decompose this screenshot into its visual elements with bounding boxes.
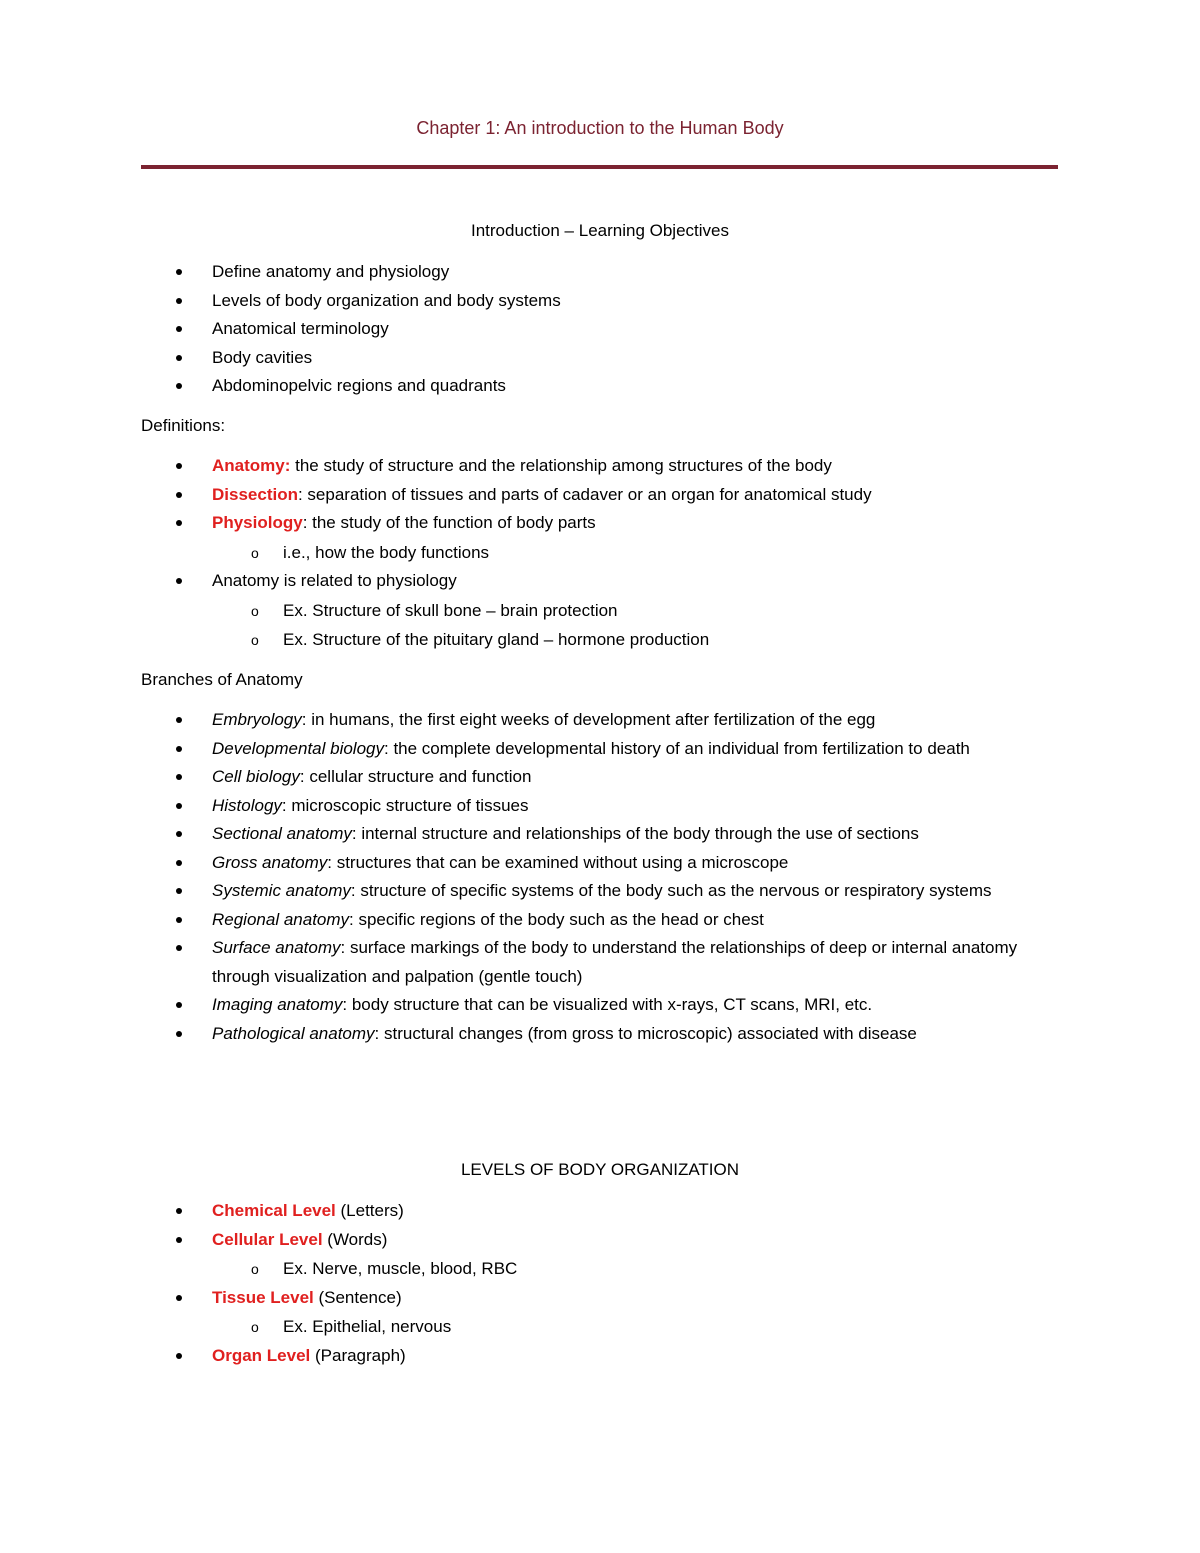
term: Imaging anatomy (212, 995, 343, 1014)
term: Cellular Level (212, 1229, 323, 1249)
list-item: Tissue Level (Sentence) (0, 1284, 1200, 1313)
list-item: Anatomical terminology (0, 315, 1200, 344)
list-item: Physiology: the study of the function of body parts (0, 509, 1200, 538)
sub-list-item: o i.e., how the body functions (0, 538, 1200, 568)
definitions-heading: Definitions: (141, 416, 226, 435)
list-item: Abdominopelvic regions and quadrants (0, 372, 1200, 401)
list-item: Developmental biology: the complete developmental history of an individual from fertilization to death (0, 735, 1200, 764)
term: Gross anatomy (212, 852, 328, 872)
list-item: Sectional anatomy: internal structure and relationships of the body through the use of sections (0, 820, 1200, 849)
term: Regional anatomy (212, 909, 350, 929)
list-item: Gross anatomy: structures that can be examined without using a microscope (0, 849, 1200, 878)
definitions-list (0, 452, 1200, 655)
list-item: Body cavities (0, 344, 1200, 373)
levels-list (0, 1197, 1200, 1370)
list-item: Regional anatomy: specific regions of the body such as the head or chest (0, 906, 1200, 935)
term: Dissection (212, 484, 298, 504)
objectives-list (0, 258, 1200, 401)
list-item: Pathological anatomy: structural changes (from gross to microscopic) associated with disease (0, 1020, 1200, 1049)
list-item: Chemical Level (Letters) (0, 1197, 1200, 1226)
chapter-title: Chapter 1: An introduction to the Human Body (416, 118, 784, 138)
branches-heading: Branches of Anatomy (141, 670, 303, 689)
sub-list-item: o Ex. Epithelial, nervous (0, 1312, 1200, 1342)
list-item: Define anatomy and physiology (0, 258, 1200, 287)
term: Surface anatomy (212, 938, 341, 957)
term: Anatomy: (212, 456, 291, 475)
term: Organ Level (212, 1345, 311, 1365)
list-item: Anatomy: the study of structure and the relationship among structures of the body (0, 452, 1200, 481)
list-item: Histology: microscopic structure of tissues (0, 792, 1200, 821)
list-item: Dissection: separation of tissues and parts of cadaver or an organ for anatomical study (0, 481, 1200, 510)
term: Sectional anatomy (212, 824, 352, 843)
term: Histology (212, 795, 282, 815)
levels-heading: LEVELS OF BODY ORGANIZATION (460, 1160, 740, 1179)
term: Physiology (212, 513, 303, 532)
sub-list-item: o Ex. Nerve, muscle, blood, RBC (0, 1254, 1200, 1284)
list-item: Systemic anatomy: structure of specific systems of the body such as the nervous or respiratory systems (0, 877, 1200, 906)
list-item: Organ Level (Paragraph) (0, 1342, 1200, 1371)
branches-list (0, 706, 1200, 1048)
list-item: Embryology: in humans, the first eight weeks of development after fertilization of the egg (0, 706, 1200, 735)
list-item: Anatomy is related to physiology (0, 567, 1200, 596)
term: Systemic anatomy (212, 881, 351, 900)
term: Embryology (212, 710, 302, 729)
list-item: Cell biology: cellular structure and function (0, 763, 1200, 792)
term: Tissue Level (212, 1287, 314, 1307)
list-item: Surface anatomy: surface markings of the body to understand the relationships of deep or internal anatomy through visualization and palpation (gentle touch) (0, 934, 1200, 991)
term: Cell biology (212, 767, 300, 786)
term: Developmental biology (212, 738, 384, 758)
objectives-heading: Introduction – Learning Objectives (471, 221, 729, 240)
list-item: Cellular Level (Words) (0, 1226, 1200, 1255)
sub-list-item: o Ex. Structure of the pituitary gland – hormone production (0, 625, 1200, 655)
sub-list-item: o Ex. Structure of skull bone – brain protection (0, 596, 1200, 626)
list-item: Levels of body organization and body systems (0, 287, 1200, 316)
term: Pathological anatomy (212, 1023, 375, 1043)
list-item: Imaging anatomy: body structure that can be visualized with x-rays, CT scans, MRI, etc. (0, 991, 1200, 1020)
term: Chemical Level (212, 1201, 336, 1220)
header-divider (141, 165, 1058, 169)
